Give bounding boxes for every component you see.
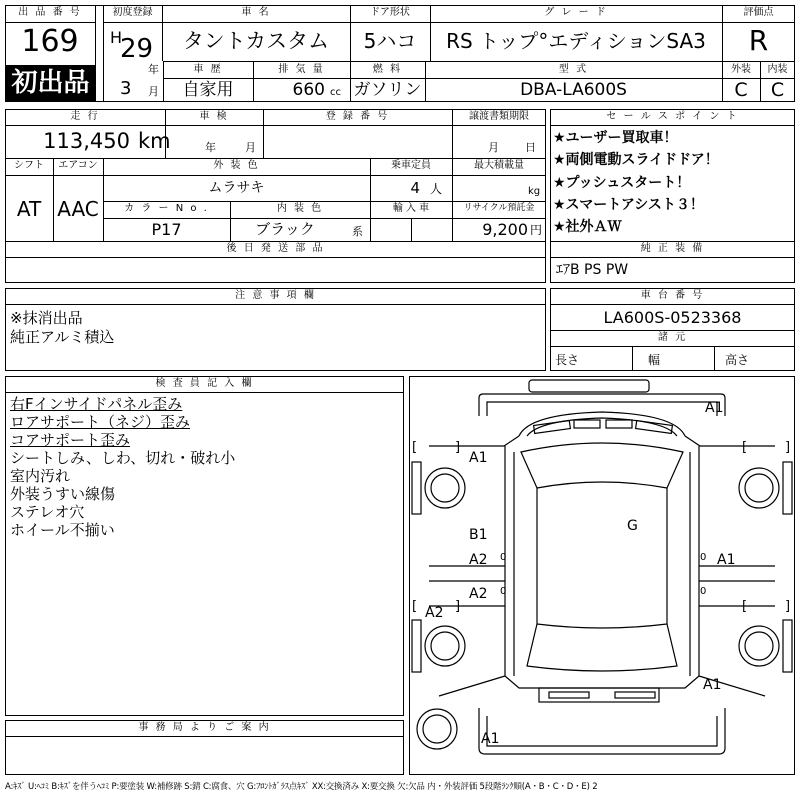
interior-grade: C: [770, 79, 785, 101]
inspector-title: 検 査 員 記 入 欄: [155, 378, 254, 389]
car-name: タントカスタム: [182, 29, 330, 53]
era: H: [110, 28, 123, 47]
lot-number-label: 出 品 番 号: [18, 7, 82, 18]
height-label: 高さ: [725, 353, 750, 367]
bracket-mark: [: [412, 599, 418, 614]
model-value: DBA-LA600S: [520, 80, 627, 100]
damage-code-left-rear-quarter: A2: [425, 605, 444, 621]
model-label: 型 式: [558, 64, 589, 75]
score-label: 評価点: [743, 7, 774, 18]
recycle-deposit-label: リサイクル預託金: [463, 203, 535, 213]
exterior-grade: C: [734, 79, 748, 101]
door-handle-marker: 0: [700, 586, 707, 597]
car-name-label: 車 名: [241, 7, 271, 18]
inspector-line: シートしみ、しわ、切れ・破れ小: [10, 449, 236, 467]
inspector-line: 右Fインサイドパネル歪み: [10, 395, 183, 413]
recycle-deposit-unit: 円: [530, 223, 543, 237]
registration-month: 3: [120, 78, 132, 99]
interior-color-label: 内 装 色: [276, 203, 324, 214]
inspection-month-unit: 月: [245, 141, 256, 154]
inspector-line: 室内汚れ: [10, 467, 71, 485]
inspector-line: ホイール不揃い: [10, 521, 115, 539]
registration-year: 29: [120, 34, 154, 64]
grade-value: RS トップ°エディションSA3: [446, 29, 706, 53]
interior-grade-label: 内装: [767, 64, 788, 75]
door-handle-marker: 0: [700, 552, 707, 563]
chassis-number-title: 車 台 番 号: [640, 290, 705, 301]
exterior-color-value: ムラサキ: [208, 180, 265, 196]
max-load-label: 最大積載量: [474, 160, 524, 171]
sales-point-item: ★プッシュスタート！: [553, 175, 691, 191]
bracket-mark: [: [742, 599, 748, 614]
capacity-unit: 人: [430, 182, 443, 196]
door-label: ドア形状: [370, 7, 410, 18]
length-label: 長さ: [555, 353, 580, 367]
damage-code-left-front-door-lower: A2: [469, 552, 488, 568]
lot-number: 169: [21, 24, 79, 59]
genuine-equipment-value: ｴｱB PS PW: [556, 262, 629, 278]
shift-label: シフト: [14, 160, 44, 171]
first-registration-label: 初度登録: [112, 7, 153, 18]
inspector-line: 外装うすい線傷: [10, 485, 116, 503]
sales-point-item: ★両側電動スライドドア！: [553, 152, 719, 168]
first-listing-badge: 初出品: [6, 65, 95, 101]
damage-code-right-front-door: A1: [717, 552, 736, 568]
damage-code-left-rear-door: A2: [469, 586, 488, 602]
damage-code-right-rear-quarter: A1: [703, 677, 722, 693]
damage-code-front-bumper: A1: [705, 400, 724, 416]
fuel-label: 燃 料: [372, 64, 403, 75]
exterior-color-label: 外 装 色: [213, 160, 260, 171]
interior-color-unit: 系: [352, 225, 363, 238]
sales-point-item: ★スマートアシスト３！: [553, 197, 704, 213]
registration-number-label: 登 録 番 号: [325, 111, 390, 122]
sales-point-item: ★ユーザー買取車！: [553, 130, 678, 146]
color-number-value: P17: [151, 220, 182, 239]
door-handle-marker: 0: [500, 552, 507, 563]
door-value: 5ハコ: [363, 29, 417, 53]
notes-line: 純正アルミ積込: [10, 328, 115, 346]
sales-point-item: ★社外ＡＷ: [553, 219, 622, 235]
bracket-mark: ]: [455, 440, 461, 455]
specifications-title: 諸 元: [657, 332, 688, 343]
history-value: 自家用: [182, 80, 234, 100]
bracket-mark: ]: [785, 440, 791, 455]
damage-code-rear-bumper: A1: [481, 731, 500, 747]
bracket-mark: ]: [785, 599, 791, 614]
transfer-deadline-label: 譲渡書類期限: [469, 111, 529, 122]
inspector-line: ステレオ穴: [10, 503, 85, 521]
damage-code-left-front-door: B1: [469, 527, 488, 543]
displacement-value: 660: [292, 80, 325, 100]
bracket-mark: [: [412, 440, 418, 455]
office-notice-title: 事 務 局 よ り ご 案 内: [138, 722, 271, 733]
color-number-label: カ ラ ー N o .: [124, 203, 209, 214]
shift-value: AT: [16, 197, 42, 221]
inspector-line: ロアサポート（ネジ）歪み: [10, 413, 191, 431]
width-label: 幅: [648, 353, 661, 367]
capacity-value: 4: [410, 179, 420, 197]
year-unit: 年: [148, 63, 159, 76]
inspection-year-unit: 年: [205, 141, 216, 154]
car-outline-diagram: [409, 376, 795, 775]
transfer-month-unit: 月: [488, 141, 499, 154]
displacement-label: 排 気 量: [278, 64, 325, 75]
mileage-unit: km: [138, 129, 171, 153]
mileage-value: 113,450: [43, 129, 130, 153]
genuine-equipment-title: 純 正 装 備: [640, 243, 705, 254]
damage-code-left-front-fender: A1: [469, 450, 488, 466]
mileage-label: 走 行: [70, 111, 100, 122]
aircon-label: エアコン: [58, 160, 98, 171]
capacity-label: 乗車定員: [391, 160, 431, 171]
damage-code-legend: A:ｷｽﾞ U:ﾍｺﾐ B:ｷｽﾞを伴うﾍｺﾐ P:要塗装 W:補修跡 S:錆 C:腐食、穴 G:ﾌﾛﾝﾄｶﾞﾗｽ点ｷｽﾞ XX:交換済み X:要交換 欠:欠品 内・外装評価 5段階ﾗﾝｸ順(A・B・C・D・E) 2: [5, 782, 598, 792]
inspector-line: コアサポート歪み: [10, 431, 131, 449]
notes-line: ※抹消出品: [10, 309, 83, 327]
inspection-label: 車 検: [199, 111, 229, 122]
displacement-unit: cc: [330, 87, 341, 98]
exterior-grade-label: 外装: [731, 64, 751, 75]
score-value: R: [748, 24, 769, 57]
bracket-mark: ]: [455, 599, 461, 614]
interior-color-value: ブラック: [255, 220, 315, 238]
damage-code-roof: G: [627, 518, 638, 534]
parts-shipped-later-label: 後 日 発 送 部 品: [226, 243, 325, 254]
history-label: 車 歴: [193, 64, 223, 75]
fuel-value: ガソリン: [353, 80, 422, 100]
chassis-number-value: LA600S-0523368: [603, 308, 742, 327]
aircon-value: AAC: [57, 197, 99, 221]
sales-points-title: セ ー ル ス ポ イ ン ト: [606, 111, 739, 122]
recycle-deposit-value: 9,200: [482, 220, 528, 239]
bracket-mark: [: [742, 440, 748, 455]
notes-title: 注 意 事 項 欄: [235, 290, 316, 301]
door-handle-marker: 0: [500, 586, 507, 597]
transfer-day-unit: 日: [525, 141, 536, 154]
import-label: 輸 入 車: [392, 203, 430, 214]
max-load-unit: kg: [528, 186, 541, 197]
grade-label: グ レ ー ド: [544, 7, 608, 18]
month-unit: 月: [148, 85, 159, 98]
